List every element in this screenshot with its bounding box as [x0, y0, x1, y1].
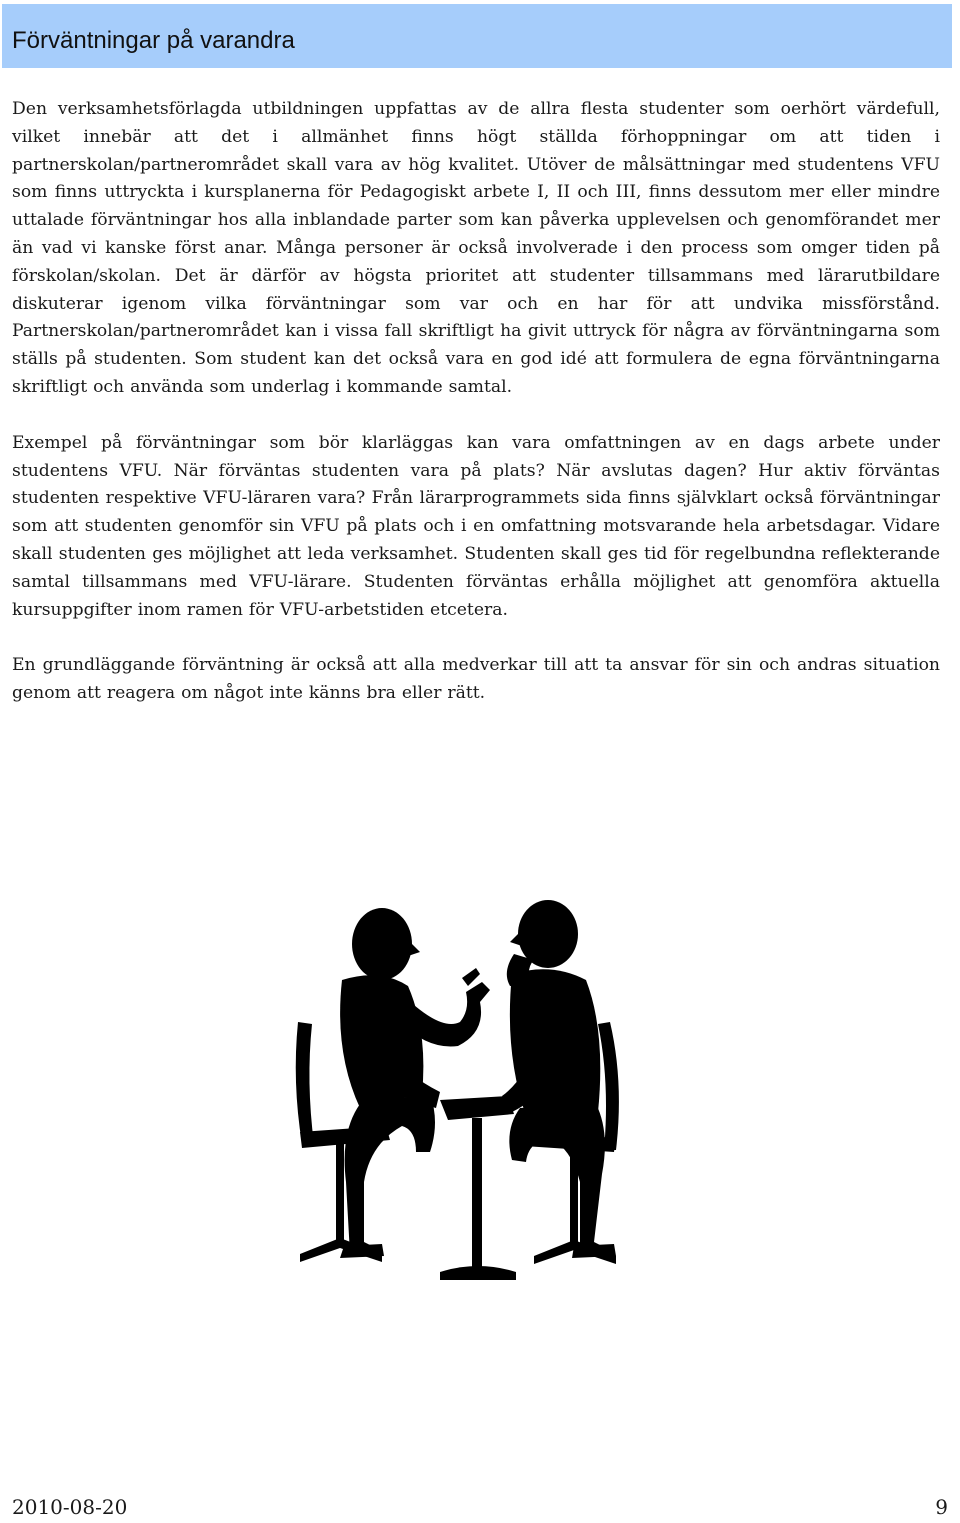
paragraph-3: En grundläggande förväntning är också att alla medverkar till att ta ansvar för sin och andras situation genom att reagera om något inte känns bra eller rätt. [12, 655, 940, 704]
section-title: Förväntningar på varandra [12, 27, 295, 54]
left-person-legs [345, 1094, 435, 1254]
right-chair-post [570, 1148, 578, 1248]
paragraph-2: Exempel på förväntningar som bör klarläggas kan vara omfattningen av en dags arbete under studentens VFU. När förväntas studenten vara på plats? När avslutas dagen? Hur aktiv förväntas studenten respektive VFU-läraren vara? Från lärarprogrammets sida finns självklart också förväntningar som att studenten genomför sin VFU på plats och i en omfattning motsvarande hela arbetsdagar. Vidare skall studenten ges möjlighet att leda verksamhet. Studenten skall ges tid för regelbundna reflekterande samtal tillsammans med VFU-lärare. Studenten förväntas erhålla möjlighet att genomföra aktuella kursuppgifter inom ramen för VFU-arbetstiden etcetera. [12, 432, 940, 620]
footer-date: 2010-08-20 [12, 1495, 128, 1519]
table-top [440, 1096, 514, 1120]
left-chair-base [300, 1238, 382, 1262]
two-people-conversation-silhouette-icon [290, 882, 630, 1312]
section-heading-bar [2, 4, 952, 68]
right-person-head [518, 900, 578, 968]
table-leg [472, 1118, 482, 1268]
page-footer [12, 1497, 948, 1523]
left-person-hand [462, 968, 480, 986]
left-chair-back [296, 1022, 314, 1144]
table-base [440, 1266, 516, 1280]
left-person-nose [408, 940, 420, 956]
body-text [12, 96, 940, 736]
page-number: 9 [935, 1495, 948, 1519]
right-person-legs [509, 1104, 610, 1254]
right-person-nose [510, 930, 522, 946]
left-chair-post [336, 1144, 344, 1244]
left-person-head [352, 908, 412, 980]
paragraph-1: Den verksamhetsförlagda utbildningen uppfattas av de allra flesta studenter som oerhört värdefull, vilket innebär att det i allmänhet finns högt ställda förhoppningar om att tiden i partnerskolan/partnerområdet skall vara av hög kvalitet. Utöver de målsättningar med studentens VFU som finns uttryckta i kursplanerna för Pedagogiskt arbete I, II och III, finns dessutom mer eller mindre uttalade förväntningar hos alla inblandade parter som kan påverka upplevelsen och genomförandet mer än vad vi kanske först anar. Många personer är också involverade i den process som omger tiden på förskolan/skolan. Det är därför av högsta prioritet att studenter tillsammans med lärarutbildare diskuterar igenom vilka förväntningar som var och en har för att undvika missförstånd. Partnerskolan/partnerområdet kan i vissa fall skriftligt ha givit uttryck för några av förväntningarna som ställs på studenten. Som student kan det också vara en god idé att formulera de egna förväntningarna skriftligt och använda som underlag i kommande samtal. [12, 99, 940, 397]
